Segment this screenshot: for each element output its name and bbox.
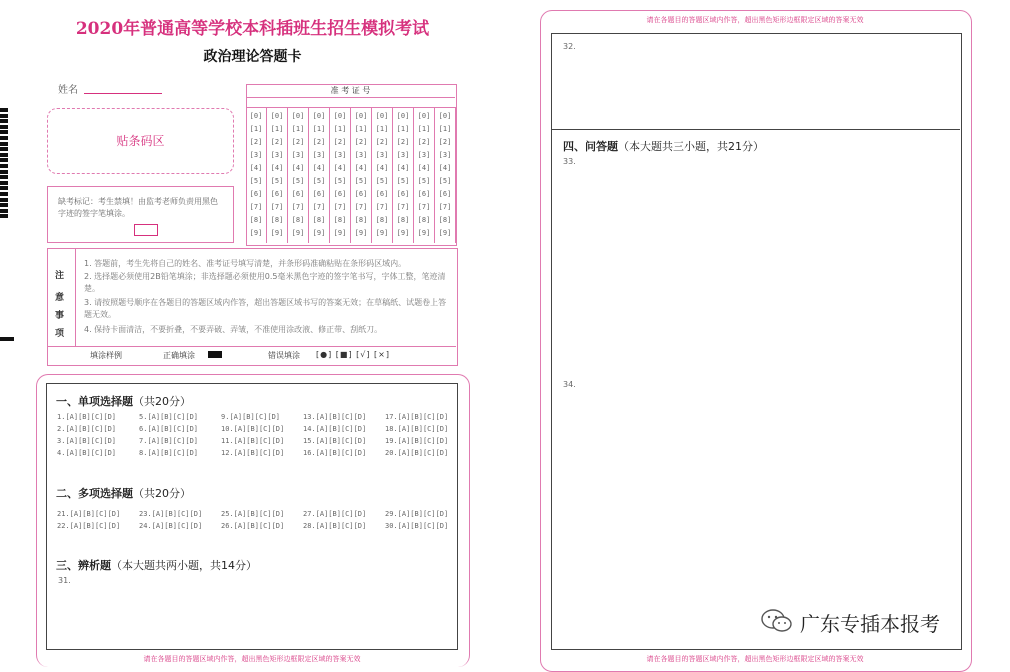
answer-bubbles[interactable]: [A][B][C][D] — [233, 449, 285, 457]
right-header-note: 请在各题目的答题区域内作答，超出黑色矩形边框限定区域的答案无效 — [646, 16, 864, 24]
question-number: 6. — [139, 425, 148, 433]
timing-mark — [0, 175, 8, 179]
ticket-column — [330, 107, 351, 243]
choice-question[interactable] — [385, 522, 448, 530]
ticket-digit-bubble[interactable]: [5] — [291, 177, 305, 185]
ticket-digit-bubble[interactable]: [3] — [375, 151, 389, 159]
ticket-digit-bubble[interactable]: [2] — [312, 138, 326, 146]
answer-bubbles[interactable]: [A][B][C][D] — [147, 425, 199, 433]
timing-mark — [0, 153, 8, 157]
choice-question[interactable] — [303, 510, 366, 518]
ticket-digit-bubble[interactable]: [8] — [312, 216, 326, 224]
timing-mark — [0, 130, 8, 134]
ticket-digit-bubble[interactable]: [4] — [354, 164, 368, 172]
ticket-digit-bubble[interactable]: [2] — [438, 138, 452, 146]
ticket-digit-bubble[interactable]: [7] — [270, 203, 284, 211]
ticket-digit-bubble[interactable]: [7] — [375, 203, 389, 211]
ticket-digit-bubble[interactable]: [3] — [396, 151, 410, 159]
timing-mark — [0, 108, 8, 112]
timing-mark — [0, 170, 8, 174]
answer-bubbles[interactable]: [A][B][C][D] — [233, 522, 285, 530]
ticket-column — [246, 107, 267, 243]
ticket-digit-bubble[interactable]: [5] — [333, 177, 347, 185]
ticket-digit-bubble[interactable]: [6] — [396, 190, 410, 198]
timing-mark — [0, 114, 8, 118]
timing-mark — [0, 337, 14, 341]
fill-wrong-marks: [●] [■] [√] [×] — [316, 350, 390, 359]
notes-bottom-divider — [47, 346, 456, 347]
ticket-digit-bubble[interactable]: [0] — [270, 112, 284, 120]
timing-mark — [0, 214, 8, 218]
question-number: 4. — [57, 449, 66, 457]
right-divider — [551, 129, 960, 130]
ticket-digit-bubble[interactable]: [0] — [375, 112, 389, 120]
choice-question[interactable] — [57, 437, 116, 445]
ticket-digit-bubble[interactable]: [7] — [417, 203, 431, 211]
fill-correct-label: 正确填涂 — [163, 351, 195, 360]
choice-question[interactable] — [57, 522, 120, 530]
answer-bubbles[interactable]: [A][B][C][D] — [65, 449, 117, 457]
question-number: 27. — [303, 510, 316, 518]
answer-bubbles[interactable]: [A][B][C][D] — [397, 449, 449, 457]
ticket-digit-bubble[interactable]: [4] — [375, 164, 389, 172]
choice-question[interactable] — [303, 425, 366, 433]
answer-bubbles[interactable]: [A][B][C][D] — [397, 437, 449, 445]
question-number: 7. — [139, 437, 148, 445]
note-item-2: 2. 选择题必须使用2B铅笔填涂；非选择题必须使用0.5毫米黑色字迹的签字笔书写，字体工整，笔迹清楚。 — [84, 272, 446, 293]
right-footer-note: 请在各题目的答题区域内作答，超出黑色矩形边框限定区域的答案无效 — [646, 655, 864, 663]
choice-question[interactable] — [139, 510, 202, 518]
question-number: 26. — [221, 522, 234, 530]
ticket-digit-bubble[interactable]: [0] — [438, 112, 452, 120]
answer-bubbles[interactable]: [A][B][C][D] — [65, 437, 117, 445]
ticket-digit-bubble[interactable]: [6] — [249, 190, 263, 198]
question-33-label: 33. — [563, 157, 576, 166]
ticket-digit-bubble[interactable]: [6] — [312, 190, 326, 198]
choice-question[interactable] — [221, 413, 280, 421]
left-footer-note: 请在各题目的答题区域内作答，超出黑色矩形边框限定区域的答案无效 — [143, 655, 361, 663]
question-number: 24. — [139, 522, 152, 530]
notes-heading-2: 意 — [55, 293, 65, 303]
ticket-digit-bubble[interactable]: [3] — [417, 151, 431, 159]
ticket-digit-bubble[interactable]: [8] — [249, 216, 263, 224]
question-number: 18. — [385, 425, 398, 433]
question-number: 17. — [385, 413, 398, 421]
answer-bubbles[interactable]: [A][B][C][D] — [65, 413, 117, 421]
question-number: 5. — [139, 413, 148, 421]
ticket-digit-bubble[interactable]: [1] — [354, 125, 368, 133]
ticket-digit-bubble[interactable]: [2] — [291, 138, 305, 146]
ticket-digit-bubble[interactable]: [2] — [270, 138, 284, 146]
answer-sheet-title: 政治理论答题卡 — [203, 49, 302, 65]
ticket-digit-bubble[interactable]: [8] — [270, 216, 284, 224]
ticket-digit-bubble[interactable]: [4] — [291, 164, 305, 172]
answer-bubbles[interactable]: [A][B][C][D] — [397, 425, 449, 433]
choice-question[interactable] — [385, 425, 448, 433]
ticket-digit-bubble[interactable]: [9] — [396, 229, 410, 237]
choice-question[interactable] — [221, 510, 284, 518]
timing-mark — [0, 186, 8, 190]
ticket-digit-bubble[interactable]: [3] — [249, 151, 263, 159]
timing-mark — [0, 203, 8, 207]
question-number: 15. — [303, 437, 316, 445]
timing-mark — [0, 198, 8, 202]
ticket-digit-bubble[interactable]: [3] — [270, 151, 284, 159]
question-number: 11. — [221, 437, 234, 445]
ticket-column — [393, 107, 414, 243]
ticket-digit-bubble[interactable]: [1] — [312, 125, 326, 133]
ticket-digit-bubble[interactable]: [7] — [312, 203, 326, 211]
ticket-digit-bubble[interactable]: [0] — [312, 112, 326, 120]
exam-title: 2020年普通高等学校本科插班生招生模拟考试 — [75, 19, 430, 39]
choice-question[interactable] — [385, 449, 448, 457]
ticket-digit-bubble[interactable]: [7] — [333, 203, 347, 211]
ticket-digit-bubble[interactable]: [4] — [312, 164, 326, 172]
answer-bubbles[interactable]: [A][B][C][D] — [315, 449, 367, 457]
choice-question[interactable] — [57, 413, 116, 421]
ticket-digit-bubble[interactable]: [8] — [354, 216, 368, 224]
ticket-digit-bubble[interactable]: [8] — [333, 216, 347, 224]
ticket-digit-bubble[interactable]: [1] — [270, 125, 284, 133]
timing-mark — [0, 125, 8, 129]
timing-mark — [0, 164, 8, 168]
ticket-digit-bubble[interactable]: [7] — [249, 203, 263, 211]
answer-bubbles[interactable]: [A][B][C][D] — [315, 522, 367, 530]
ticket-digit-bubble[interactable]: [4] — [333, 164, 347, 172]
ticket-digit-bubble[interactable]: [7] — [354, 203, 368, 211]
answer-bubbles[interactable]: [A][B][C][D] — [315, 425, 367, 433]
ticket-digit-bubble[interactable]: [3] — [333, 151, 347, 159]
ticket-digit-bubble[interactable]: [6] — [354, 190, 368, 198]
ticket-digit-bubble[interactable]: [2] — [333, 138, 347, 146]
watermark-text: 广东专插本报考 — [800, 612, 940, 636]
ticket-digit-bubble[interactable]: [9] — [417, 229, 431, 237]
absent-mark-text: 缺考标记：考生禁填！由监考老师负责用黑色字迹的签字笔填涂。 — [58, 197, 218, 218]
ticket-digit-bubble[interactable]: [3] — [438, 151, 452, 159]
timing-mark — [0, 181, 8, 185]
ticket-digit-bubble[interactable]: [8] — [396, 216, 410, 224]
ticket-digit-bubble[interactable]: [5] — [249, 177, 263, 185]
ticket-digit-bubble[interactable]: [9] — [333, 229, 347, 237]
ticket-digit-bubble[interactable]: [0] — [291, 112, 305, 120]
ticket-digit-bubble[interactable]: [2] — [249, 138, 263, 146]
ticket-digit-bubble[interactable]: [1] — [417, 125, 431, 133]
notes-heading-3: 事 — [55, 311, 65, 321]
ticket-digit-bubble[interactable]: [6] — [291, 190, 305, 198]
choice-question[interactable] — [139, 449, 198, 457]
ticket-digit-bubble[interactable]: [6] — [417, 190, 431, 198]
note-item-3: 3. 请按照题号顺序在各题目的答题区域内作答，超出答题区域书写的答案无效；在草稿纸、试题卷上答题无效。 — [84, 298, 447, 319]
answer-bubbles[interactable]: [A][B][C][D] — [69, 510, 121, 518]
ticket-digit-bubble[interactable]: [9] — [354, 229, 368, 237]
question-number: 13. — [303, 413, 316, 421]
ticket-digit-bubble[interactable]: [5] — [354, 177, 368, 185]
name-label: 姓名 — [58, 85, 78, 96]
question-number: 10. — [221, 425, 234, 433]
ticket-digit-bubble[interactable]: [4] — [249, 164, 263, 172]
ticket-digit-bubble[interactable]: [0] — [333, 112, 347, 120]
ticket-column — [309, 107, 330, 243]
ticket-digit-bubble[interactable]: [8] — [291, 216, 305, 224]
question-number: 22. — [57, 522, 70, 530]
timing-mark — [0, 142, 8, 146]
ticket-digit-bubble[interactable]: [5] — [417, 177, 431, 185]
ticket-digit-bubble[interactable]: [4] — [417, 164, 431, 172]
answer-bubbles[interactable]: [A][B][C][D] — [65, 425, 117, 433]
ticket-digit-bubble[interactable]: [6] — [438, 190, 452, 198]
subjective-answer-area[interactable] — [551, 33, 962, 650]
ticket-digit-bubble[interactable]: [2] — [354, 138, 368, 146]
question-number: 20. — [385, 449, 398, 457]
choice-question[interactable] — [303, 449, 366, 457]
ticket-digit-bubble[interactable]: [6] — [333, 190, 347, 198]
fill-wrong-label: 错误填涂 — [268, 351, 300, 360]
question-number: 28. — [303, 522, 316, 530]
absent-mark-checkbox[interactable] — [134, 224, 158, 236]
ticket-digit-bubble[interactable]: [0] — [249, 112, 263, 120]
section-single-title: 一、单项选择题（共20分） — [56, 395, 191, 408]
question-number: 30. — [385, 522, 398, 530]
choice-question[interactable] — [385, 510, 448, 518]
question-number: 21. — [57, 510, 70, 518]
ticket-digit-bubble[interactable]: [2] — [375, 138, 389, 146]
question-number: 19. — [385, 437, 398, 445]
choice-question[interactable] — [139, 413, 198, 421]
ticket-digit-bubble[interactable]: [7] — [396, 203, 410, 211]
ticket-digit-bubble[interactable]: [5] — [312, 177, 326, 185]
wechat-icon — [760, 608, 794, 634]
ticket-digit-bubble[interactable]: [9] — [312, 229, 326, 237]
choice-question[interactable] — [221, 522, 284, 530]
ticket-digit-bubble[interactable]: [4] — [438, 164, 452, 172]
question-number: 9. — [221, 413, 230, 421]
choice-question[interactable] — [139, 437, 198, 445]
ticket-digit-bubble[interactable]: [6] — [270, 190, 284, 198]
ticket-digit-bubble[interactable]: [9] — [249, 229, 263, 237]
question-number: 2. — [57, 425, 66, 433]
question-number: 25. — [221, 510, 234, 518]
notes-heading-1: 注 — [55, 271, 65, 281]
ticket-digit-bubble[interactable]: [8] — [375, 216, 389, 224]
question-number: 12. — [221, 449, 234, 457]
ticket-column — [351, 107, 372, 243]
ticket-column — [288, 107, 309, 243]
answer-bubbles[interactable]: [A][B][C][D] — [315, 437, 367, 445]
answer-bubbles[interactable]: [A][B][C][D] — [397, 413, 449, 421]
ticket-digit-bubble[interactable]: [8] — [417, 216, 431, 224]
ticket-digit-bubble[interactable]: [1] — [396, 125, 410, 133]
answer-bubbles[interactable]: [A][B][C][D] — [147, 449, 199, 457]
choice-question[interactable] — [303, 522, 366, 530]
choice-question[interactable] — [221, 437, 284, 445]
answer-bubbles[interactable]: [A][B][C][D] — [229, 413, 281, 421]
ticket-digit-bubble[interactable]: [1] — [333, 125, 347, 133]
answer-bubbles[interactable]: [A][B][C][D] — [315, 510, 367, 518]
question-31-label: 31. — [58, 576, 71, 585]
note-item-4: 4. 保持卡面清洁，不要折叠，不要弄破、弄皱，不准使用涂改液、修正带、刮纸刀。 — [84, 325, 383, 334]
ticket-digit-bubble[interactable]: [7] — [291, 203, 305, 211]
fill-example-label: 填涂样例 — [90, 351, 122, 360]
question-number: 16. — [303, 449, 316, 457]
notes-divider — [75, 248, 76, 346]
section-analysis-title: 三、辨析题（本大题共两小题，共14分） — [56, 559, 257, 572]
ticket-digit-bubble[interactable]: [2] — [396, 138, 410, 146]
answer-bubbles[interactable]: [A][B][C][D] — [233, 437, 285, 445]
answer-bubbles[interactable]: [A][B][C][D] — [315, 413, 367, 421]
choice-question[interactable] — [303, 413, 366, 421]
answer-bubbles[interactable]: [A][B][C][D] — [233, 510, 285, 518]
choice-question[interactable] — [57, 510, 120, 518]
choice-question[interactable] — [385, 413, 448, 421]
ticket-digit-bubble[interactable]: [3] — [312, 151, 326, 159]
note-item-1: 1. 答题前，考生先将自己的姓名、准考证号填写清楚，并条形码准确粘贴在条形码区域内。 — [84, 259, 407, 268]
section-multi-title: 二、多项选择题（共20分） — [56, 487, 191, 500]
ticket-digit-bubble[interactable]: [9] — [438, 229, 452, 237]
notes-heading-4: 项 — [55, 329, 65, 339]
question-number: 23. — [139, 510, 152, 518]
choice-question[interactable] — [57, 425, 116, 433]
ticket-column — [435, 107, 456, 243]
question-32-label: 32. — [563, 42, 576, 51]
answer-bubbles[interactable]: [A][B][C][D] — [233, 425, 285, 433]
ticket-digit-bubble[interactable]: [8] — [438, 216, 452, 224]
choice-question[interactable] — [221, 449, 284, 457]
timing-mark — [0, 192, 8, 196]
answer-bubbles[interactable]: [A][B][C][D] — [397, 510, 449, 518]
ticket-digit-bubble[interactable]: [5] — [270, 177, 284, 185]
ticket-column — [372, 107, 393, 243]
ticket-digit-bubble[interactable]: [5] — [375, 177, 389, 185]
choice-question[interactable] — [139, 425, 198, 433]
timing-mark — [0, 119, 8, 123]
ticket-digit-bubble[interactable]: [1] — [291, 125, 305, 133]
ticket-digit-bubble[interactable]: [5] — [438, 177, 452, 185]
question-number: 3. — [57, 437, 66, 445]
ticket-digit-bubble[interactable]: [9] — [375, 229, 389, 237]
ticket-digit-bubble[interactable]: [0] — [354, 112, 368, 120]
choice-question[interactable] — [303, 437, 366, 445]
ticket-digit-bubble[interactable]: [1] — [249, 125, 263, 133]
ticket-column — [414, 107, 435, 243]
ticket-digit-bubble[interactable]: [1] — [438, 125, 452, 133]
name-field[interactable] — [84, 93, 162, 94]
barcode-label: 贴条码区 — [116, 134, 165, 148]
fill-correct-mark — [208, 351, 222, 358]
choice-question[interactable] — [385, 437, 448, 445]
answer-bubbles[interactable]: [A][B][C][D] — [151, 522, 203, 530]
answer-bubbles[interactable]: [A][B][C][D] — [147, 413, 199, 421]
ticket-column — [267, 107, 288, 243]
ticket-digit-bubble[interactable]: [4] — [270, 164, 284, 172]
admission-ticket-header: 准 考 证 号 — [246, 84, 455, 98]
ticket-digit-bubble[interactable]: [9] — [291, 229, 305, 237]
ticket-digit-bubble[interactable]: [0] — [417, 112, 431, 120]
timing-mark — [0, 147, 8, 151]
ticket-digit-bubble[interactable]: [0] — [396, 112, 410, 120]
ticket-digit-bubble[interactable]: [2] — [417, 138, 431, 146]
answer-bubbles[interactable]: [A][B][C][D] — [397, 522, 449, 530]
ticket-digit-bubble[interactable]: [3] — [291, 151, 305, 159]
timing-mark — [0, 158, 8, 162]
answer-bubbles[interactable]: [A][B][C][D] — [151, 510, 203, 518]
ticket-digit-bubble[interactable]: [4] — [396, 164, 410, 172]
answer-bubbles[interactable]: [A][B][C][D] — [147, 437, 199, 445]
question-34-label: 34. — [563, 380, 576, 389]
ticket-digit-bubble[interactable]: [6] — [375, 190, 389, 198]
choice-question[interactable] — [57, 449, 116, 457]
timing-mark — [0, 136, 8, 140]
choice-question[interactable] — [221, 425, 284, 433]
ticket-digit-bubble[interactable]: [9] — [270, 229, 284, 237]
question-number: 1. — [57, 413, 66, 421]
ticket-digit-bubble[interactable]: [7] — [438, 203, 452, 211]
question-number: 8. — [139, 449, 148, 457]
ticket-digit-bubble[interactable]: [1] — [375, 125, 389, 133]
question-number: 29. — [385, 510, 398, 518]
ticket-digit-bubble[interactable]: [5] — [396, 177, 410, 185]
section-essay-title: 四、问答题（本大题共三小题，共21分） — [563, 140, 764, 153]
question-number: 14. — [303, 425, 316, 433]
ticket-digit-bubble[interactable]: [3] — [354, 151, 368, 159]
choice-question[interactable] — [139, 522, 202, 530]
timing-mark — [0, 209, 8, 213]
answer-bubbles[interactable]: [A][B][C][D] — [69, 522, 121, 530]
